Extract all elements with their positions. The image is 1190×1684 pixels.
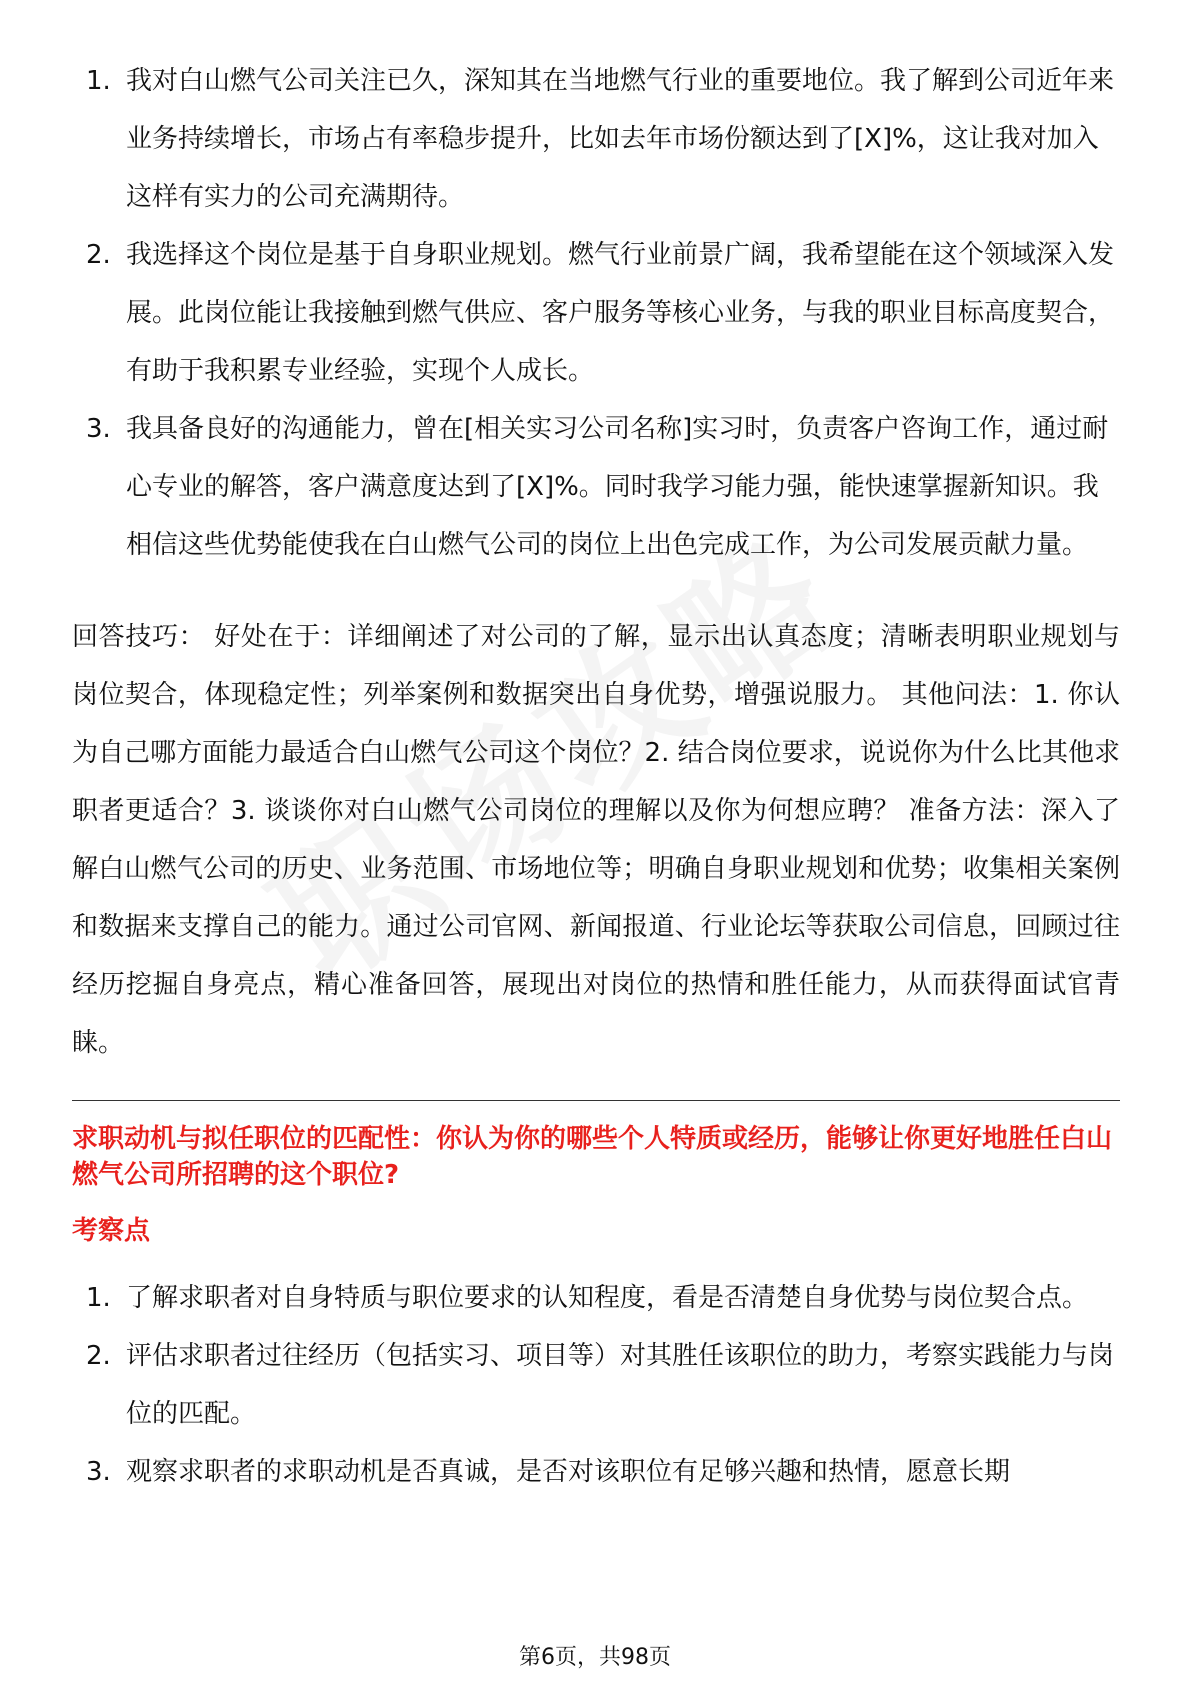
list-item bbox=[72, 1269, 1120, 1327]
list-item-text: 了解求职者对自身特质与职位要求的认知程度，看是否清楚自身优势与岗位契合点。 bbox=[126, 1283, 1089, 1313]
list-item-text: 我对白山燃气公司关注已久，深知其在当地燃气行业的重要地位。我了解到公司近年来业务持续增长，市场占有率稳步提升，比如去年市场份额达到了[X]%，这让我对加入这样有实力的公司充满期待。 bbox=[126, 66, 1115, 212]
tips-paragraph: 回答技巧： 好处在于：详细阐述了对公司的了解，显示出认真态度；清晰表明职业规划与岗位契合，体现稳定性；列举案例和数据突出自身优势，增强说服力。 其他问法：1. 你认为自己哪方面能力最适合白山燃气公司这个岗位？2. 结合岗位要求，说说你为什么比其他求职者更适合？3. 谈谈你对白山燃气公司岗位的理解以及你为何想应聘？ 准备方法：深入了解白山燃气公司的历史、业务范围、市场地位等；明确自身职业规划和优势；收集相关案例和数据来支撑自己的能力。通过公司官网、新闻报道、行业论坛等获取公司信息，回顾过往经历挖掘自身亮点，精心准备回答，展现出对岗位的热情和胜任能力，从而获得面试官青睐。 bbox=[72, 622, 1120, 1058]
list-number: 3. bbox=[86, 1457, 111, 1487]
question-heading: 求职动机与拟任职位的匹配性：你认为你的哪些个人特质或经历，能够让你更好地胜任白山燃气公司所招聘的这个职位? bbox=[72, 1124, 1113, 1190]
list-item bbox=[72, 1443, 1120, 1501]
document-body bbox=[72, 52, 1120, 1501]
section-label: 考察点 bbox=[72, 1216, 151, 1246]
list-item-text: 评估求职者过往经历（包括实习、项目等）对其胜任该职位的助力，考察实践能力与岗位的匹配。 bbox=[126, 1341, 1115, 1429]
list-number: 3. bbox=[86, 414, 111, 444]
assessment-list bbox=[72, 1269, 1120, 1501]
page-footer: 第6页，共98页 bbox=[519, 1645, 671, 1670]
list-number: 2. bbox=[86, 240, 111, 270]
list-item-text: 观察求职者的求职动机是否真诚，是否对该职位有足够兴趣和热情，愿意长期 bbox=[126, 1457, 1011, 1487]
list-number: 1. bbox=[86, 1283, 111, 1313]
list-number: 2. bbox=[86, 1341, 111, 1371]
list-item bbox=[72, 400, 1120, 574]
list-item bbox=[72, 1327, 1120, 1443]
list-item-text: 我具备良好的沟通能力，曾在[相关实习公司名称]实习时，负责客户咨询工作，通过耐心专业的解答，客户满意度达到了[X]%。同时我学习能力强，能快速掌握新知识。我相信这些优势能使我在白山燃气公司的岗位上出色完成工作，为公司发展贡献力量。 bbox=[126, 414, 1109, 560]
divider bbox=[72, 1100, 1120, 1101]
answer-list bbox=[72, 52, 1120, 574]
list-item bbox=[72, 226, 1120, 400]
list-item bbox=[72, 52, 1120, 226]
list-item-text: 我选择这个岗位是基于自身职业规划。燃气行业前景广阔，我希望能在这个领域深入发展。此岗位能让我接触到燃气供应、客户服务等核心业务，与我的职业目标高度契合，有助于我积累专业经验，实现个人成长。 bbox=[126, 240, 1115, 386]
list-number: 1. bbox=[86, 66, 111, 96]
